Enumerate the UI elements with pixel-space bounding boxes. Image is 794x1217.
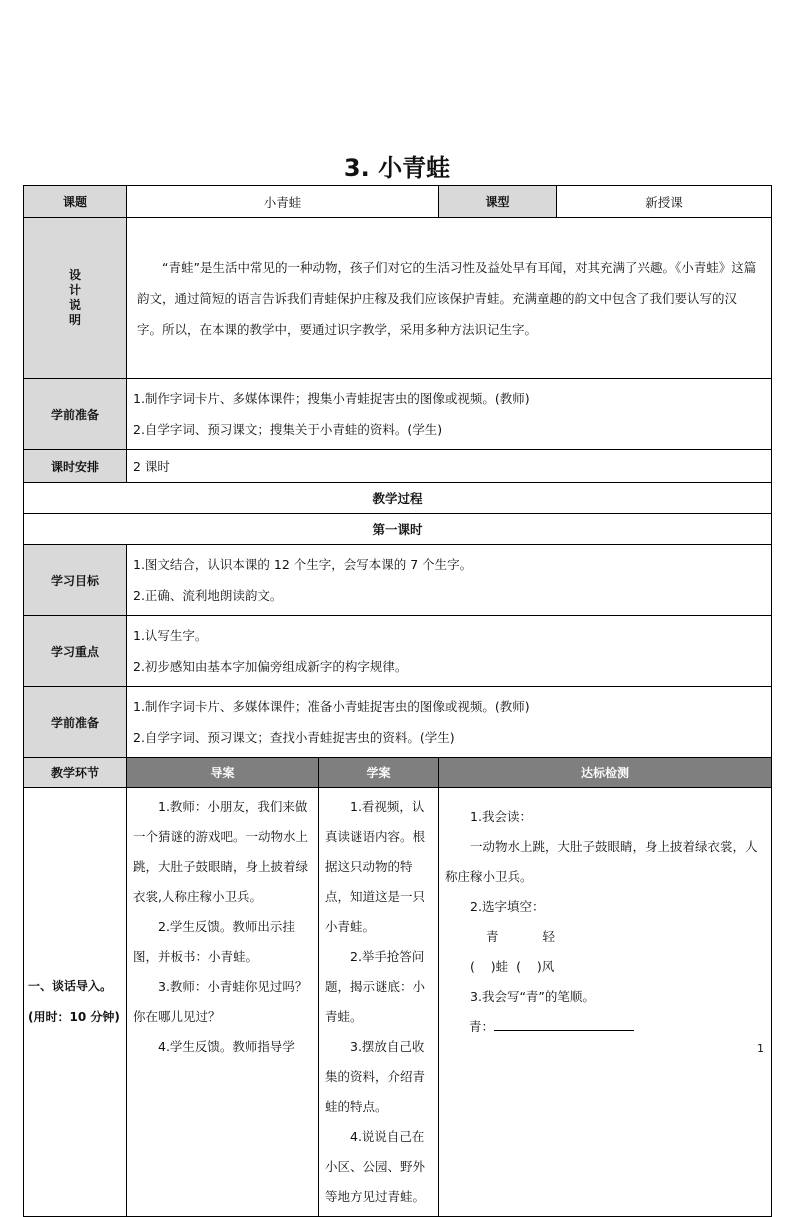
check-riddle: 一动物水上跳，大肚子鼓眼睛，身上披着绿衣裳，人称庄稼小卫兵。 xyxy=(445,839,758,884)
column-study: 学案 xyxy=(319,758,439,788)
check-write-row xyxy=(445,1012,765,1042)
goal-line: 1.图文结合，认识本课的 12 个生字，会写本课的 7 个生字。 xyxy=(133,557,473,572)
goals-label: 学习目标 xyxy=(24,545,127,616)
type-label: 课型 xyxy=(439,186,557,218)
prep1-label: 学前准备 xyxy=(24,379,127,450)
prep2-line: 2.自学字词、预习课文；查找小青蛙捉害虫的资料。(学生) xyxy=(133,730,455,745)
study-paragraph: 1.看视频，认真读谜语内容。根据这只动物的特点，知道这是一只小青蛙。 xyxy=(325,799,426,934)
prep2-label: 学前准备 xyxy=(24,687,127,758)
section1-study xyxy=(319,788,439,1217)
check-item-write: 3.我会写“青”的笔顺。 xyxy=(470,989,595,1004)
guide-paragraph: 2.学生反馈。教师出示挂图，并板书：小青蛙。 xyxy=(133,919,295,964)
prep1-content xyxy=(127,379,772,450)
choice-a: 青 xyxy=(486,929,499,944)
focus-content xyxy=(127,616,772,687)
check-item-fill: 2.选字填空： xyxy=(470,899,545,914)
section1-stage-title: 一、谈话导入。 xyxy=(28,979,113,993)
guide-paragraph: 3.教师：小青蛙你见过吗？你在哪儿见过？ xyxy=(133,979,308,1024)
section1-stage xyxy=(24,788,127,1217)
check-blank-line: ( )蛙 ( )风 xyxy=(470,959,555,974)
goals-content xyxy=(127,545,772,616)
study-paragraph: 2.举手抢答问题，揭示谜底：小青蛙。 xyxy=(325,949,426,1024)
design-text: “青蛙”是生活中常见的一种动物，孩子们对它的生活习性及益处早有耳闻，对其充满了兴趣。《小青蛙》这篇韵文，通过简短的语言告诉我们青蛙保护庄稼及我们应该保护青蛙。充满童趣的韵文中包含了我们要认写的汉字。所以，在本课的教学中，要通过识字教学，采用多种方法识记生字。 xyxy=(127,218,772,379)
section1-guide xyxy=(127,788,319,1217)
topic-value: 小青蛙 xyxy=(127,186,439,218)
page-title: 3. 小青蛙 xyxy=(343,154,451,182)
column-stage: 教学环节 xyxy=(24,758,127,788)
design-label-char: 计 xyxy=(68,283,81,297)
prep1-line: 2.自学字词、预习课文；搜集关于小青蛙的资料。(学生) xyxy=(133,422,443,437)
type-value: 新授课 xyxy=(557,186,772,218)
study-paragraph: 3.摆放自己收集的资料，介绍青蛙的特点。 xyxy=(325,1039,426,1114)
check-choices xyxy=(445,922,765,952)
check-item-read: 1.我会读： xyxy=(470,809,532,824)
lesson-heading: 第一课时 xyxy=(24,514,772,545)
design-label-char: 明 xyxy=(68,313,81,327)
page-number: 1 xyxy=(757,1042,764,1055)
focus-line: 2.初步感知由基本字加偏旁组成新字的构字规律。 xyxy=(133,659,408,674)
schedule-value: 2 课时 xyxy=(127,450,772,483)
section1-stage-time: (用时：10 分钟) xyxy=(28,1010,120,1024)
topic-label: 课题 xyxy=(24,186,127,218)
write-label: 青： xyxy=(469,1019,495,1034)
column-guide: 导案 xyxy=(127,758,319,788)
guide-paragraph: 4.学生反馈。教师指导学 xyxy=(158,1039,295,1054)
prep2-content xyxy=(127,687,772,758)
goal-line: 2.正确、流利地朗读韵文。 xyxy=(133,588,283,603)
choice-b: 轻 xyxy=(542,929,556,944)
design-label-char: 说 xyxy=(68,298,81,312)
schedule-label: 课时安排 xyxy=(24,450,127,483)
guide-paragraph: 1.教师：小朋友，我们来做一个猜谜的游戏吧。一动物水上跳，大肚子鼓眼睛，身上披着绿衣裳,人称庄稼小卫兵。 xyxy=(133,799,309,904)
design-label xyxy=(24,218,127,379)
write-answer-line xyxy=(494,1018,634,1031)
lesson-plan-table xyxy=(23,185,772,1217)
column-check: 达标检测 xyxy=(439,758,772,788)
prep2-line: 1.制作字词卡片、多媒体课件；准备小青蛙捉害虫的图像或视频。(教师) xyxy=(133,699,530,714)
study-paragraph: 4.说说自己在小区、公园、野外等地方见过青蛙。 xyxy=(325,1129,426,1204)
focus-label: 学习重点 xyxy=(24,616,127,687)
process-heading: 教学过程 xyxy=(24,483,772,514)
design-label-char: 设 xyxy=(68,268,81,282)
focus-line: 1.认写生字。 xyxy=(133,628,208,643)
prep1-line: 1.制作字词卡片、多媒体课件；搜集小青蛙捉害虫的图像或视频。(教师) xyxy=(133,391,530,406)
section1-check xyxy=(439,788,772,1217)
